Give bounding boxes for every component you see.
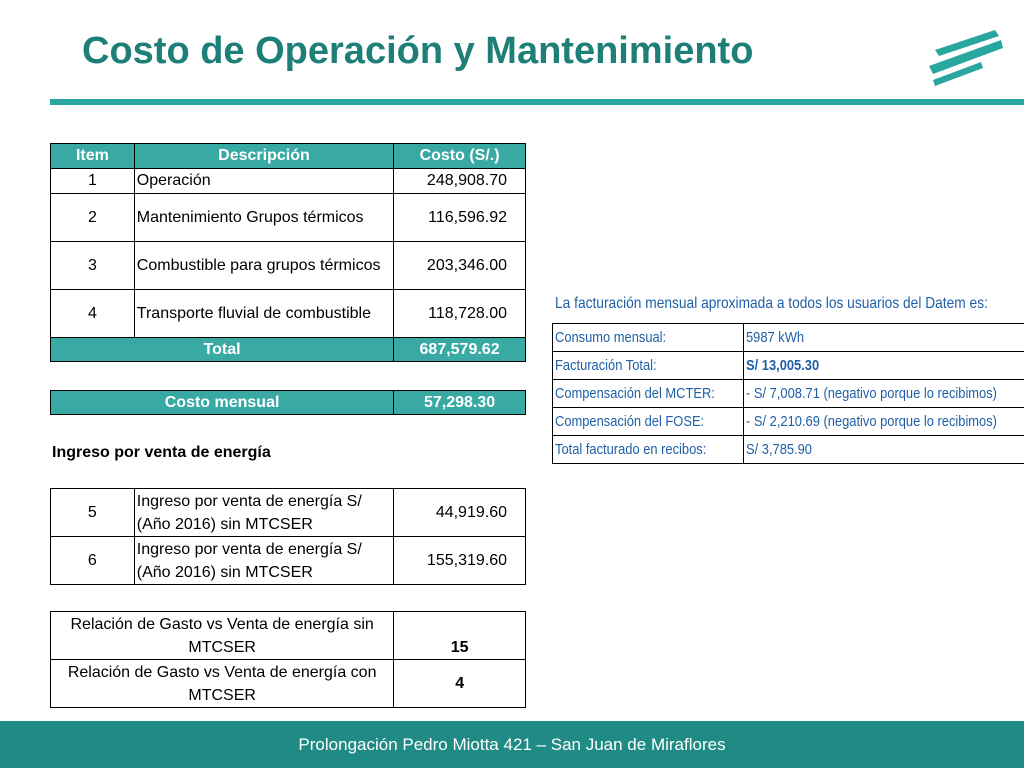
- billing-table: [552, 323, 1024, 464]
- total-value: 687,579.62: [394, 338, 526, 362]
- billing-value: [743, 324, 1024, 352]
- column-header-cost: Costo (S/.): [394, 144, 526, 169]
- billing-label: [553, 324, 744, 352]
- billing-label-text: Compensación del FOSE:: [555, 413, 705, 430]
- ratio-value: 4: [394, 660, 526, 708]
- monthly-cost-row: [51, 391, 526, 415]
- row-item: 1: [51, 169, 135, 194]
- row-value: 155,319.60: [394, 537, 526, 585]
- row-cost: 248,908.70: [394, 169, 526, 194]
- table-row: [51, 290, 526, 338]
- table-row: [553, 352, 1024, 380]
- footer-address: Prolongación Pedro Miotta 421 – San Juan de Miraflores: [298, 735, 726, 754]
- ratio-label: Relación de Gasto vs Venta de energía con MTCSER: [51, 660, 394, 708]
- billing-label-text: Compensación del MCTER:: [555, 385, 715, 402]
- table-row: [51, 660, 526, 708]
- income-table: [50, 488, 526, 585]
- billing-value: [743, 408, 1024, 436]
- billing-value: [743, 436, 1024, 464]
- billing-label: [553, 380, 744, 408]
- total-row: [51, 338, 526, 362]
- ratio-value: 15: [394, 612, 526, 660]
- row-description: Ingreso por venta de energía S/ (Año 2016) sin MTCSER: [134, 489, 393, 537]
- table-row: [553, 436, 1024, 464]
- billing-value-text: - S/ 2,210.69 (negativo porque lo recibimos): [745, 413, 997, 430]
- billing-value: [743, 380, 1024, 408]
- row-item: 4: [51, 290, 135, 338]
- billing-value-text: S/ 13,005.30: [745, 357, 820, 374]
- billing-caption: La facturación mensual aproximada a todos los usuarios del Datem es:: [555, 295, 988, 312]
- table-row: [51, 169, 526, 194]
- row-cost: 118,728.00: [394, 290, 526, 338]
- billing-label-text: Total facturado en recibos:: [555, 441, 707, 458]
- ratio-label: Relación de Gasto vs Venta de energía sin MTCSER: [51, 612, 394, 660]
- billing-label: [553, 436, 744, 464]
- cost-table: [50, 143, 526, 362]
- footer-bar: [0, 721, 1024, 768]
- total-label: Total: [51, 338, 394, 362]
- billing-label-text: Consumo mensual:: [555, 329, 667, 346]
- row-description: Ingreso por venta de energía S/ (Año 2016) sin MTCSER: [134, 537, 393, 585]
- table-row: [553, 324, 1024, 352]
- monthly-cost-label: Costo mensual: [51, 391, 394, 415]
- billing-label: [553, 352, 744, 380]
- table-row: [553, 408, 1024, 436]
- row-cost: 116,596.92: [394, 194, 526, 242]
- column-header-item: Item: [51, 144, 135, 169]
- billing-label: [553, 408, 744, 436]
- row-item: 6: [51, 537, 135, 585]
- ratio-table: [50, 611, 526, 708]
- row-item: 3: [51, 242, 135, 290]
- table-row: [51, 489, 526, 537]
- billing-value-text: 5987 kWh: [745, 329, 804, 346]
- table-row: [51, 612, 526, 660]
- row-description: Transporte fluvial de combustible: [134, 290, 393, 338]
- billing-label-text: Facturación Total:: [555, 357, 657, 374]
- row-item: 5: [51, 489, 135, 537]
- row-description: Mantenimiento Grupos térmicos: [134, 194, 393, 242]
- column-header-description: Descripción: [134, 144, 393, 169]
- monthly-cost-table: [50, 390, 526, 415]
- row-description: Combustible para grupos térmicos: [134, 242, 393, 290]
- striped-logo-icon: [925, 28, 1005, 88]
- row-value: 44,919.60: [394, 489, 526, 537]
- table-row: [51, 242, 526, 290]
- title-divider: [50, 99, 1024, 105]
- table-row: [553, 380, 1024, 408]
- billing-value-text: - S/ 7,008.71 (negativo porque lo recibimos): [745, 385, 997, 402]
- billing-value-text: S/ 3,785.90: [745, 441, 812, 458]
- billing-value: [743, 352, 1024, 380]
- row-item: 2: [51, 194, 135, 242]
- table-row: [51, 194, 526, 242]
- page-title: Costo de Operación y Mantenimiento: [82, 30, 754, 72]
- table-row: [51, 537, 526, 585]
- row-cost: 203,346.00: [394, 242, 526, 290]
- row-description: Operación: [134, 169, 393, 194]
- monthly-cost-value: 57,298.30: [394, 391, 526, 415]
- income-heading: Ingreso por venta de energía: [52, 444, 271, 461]
